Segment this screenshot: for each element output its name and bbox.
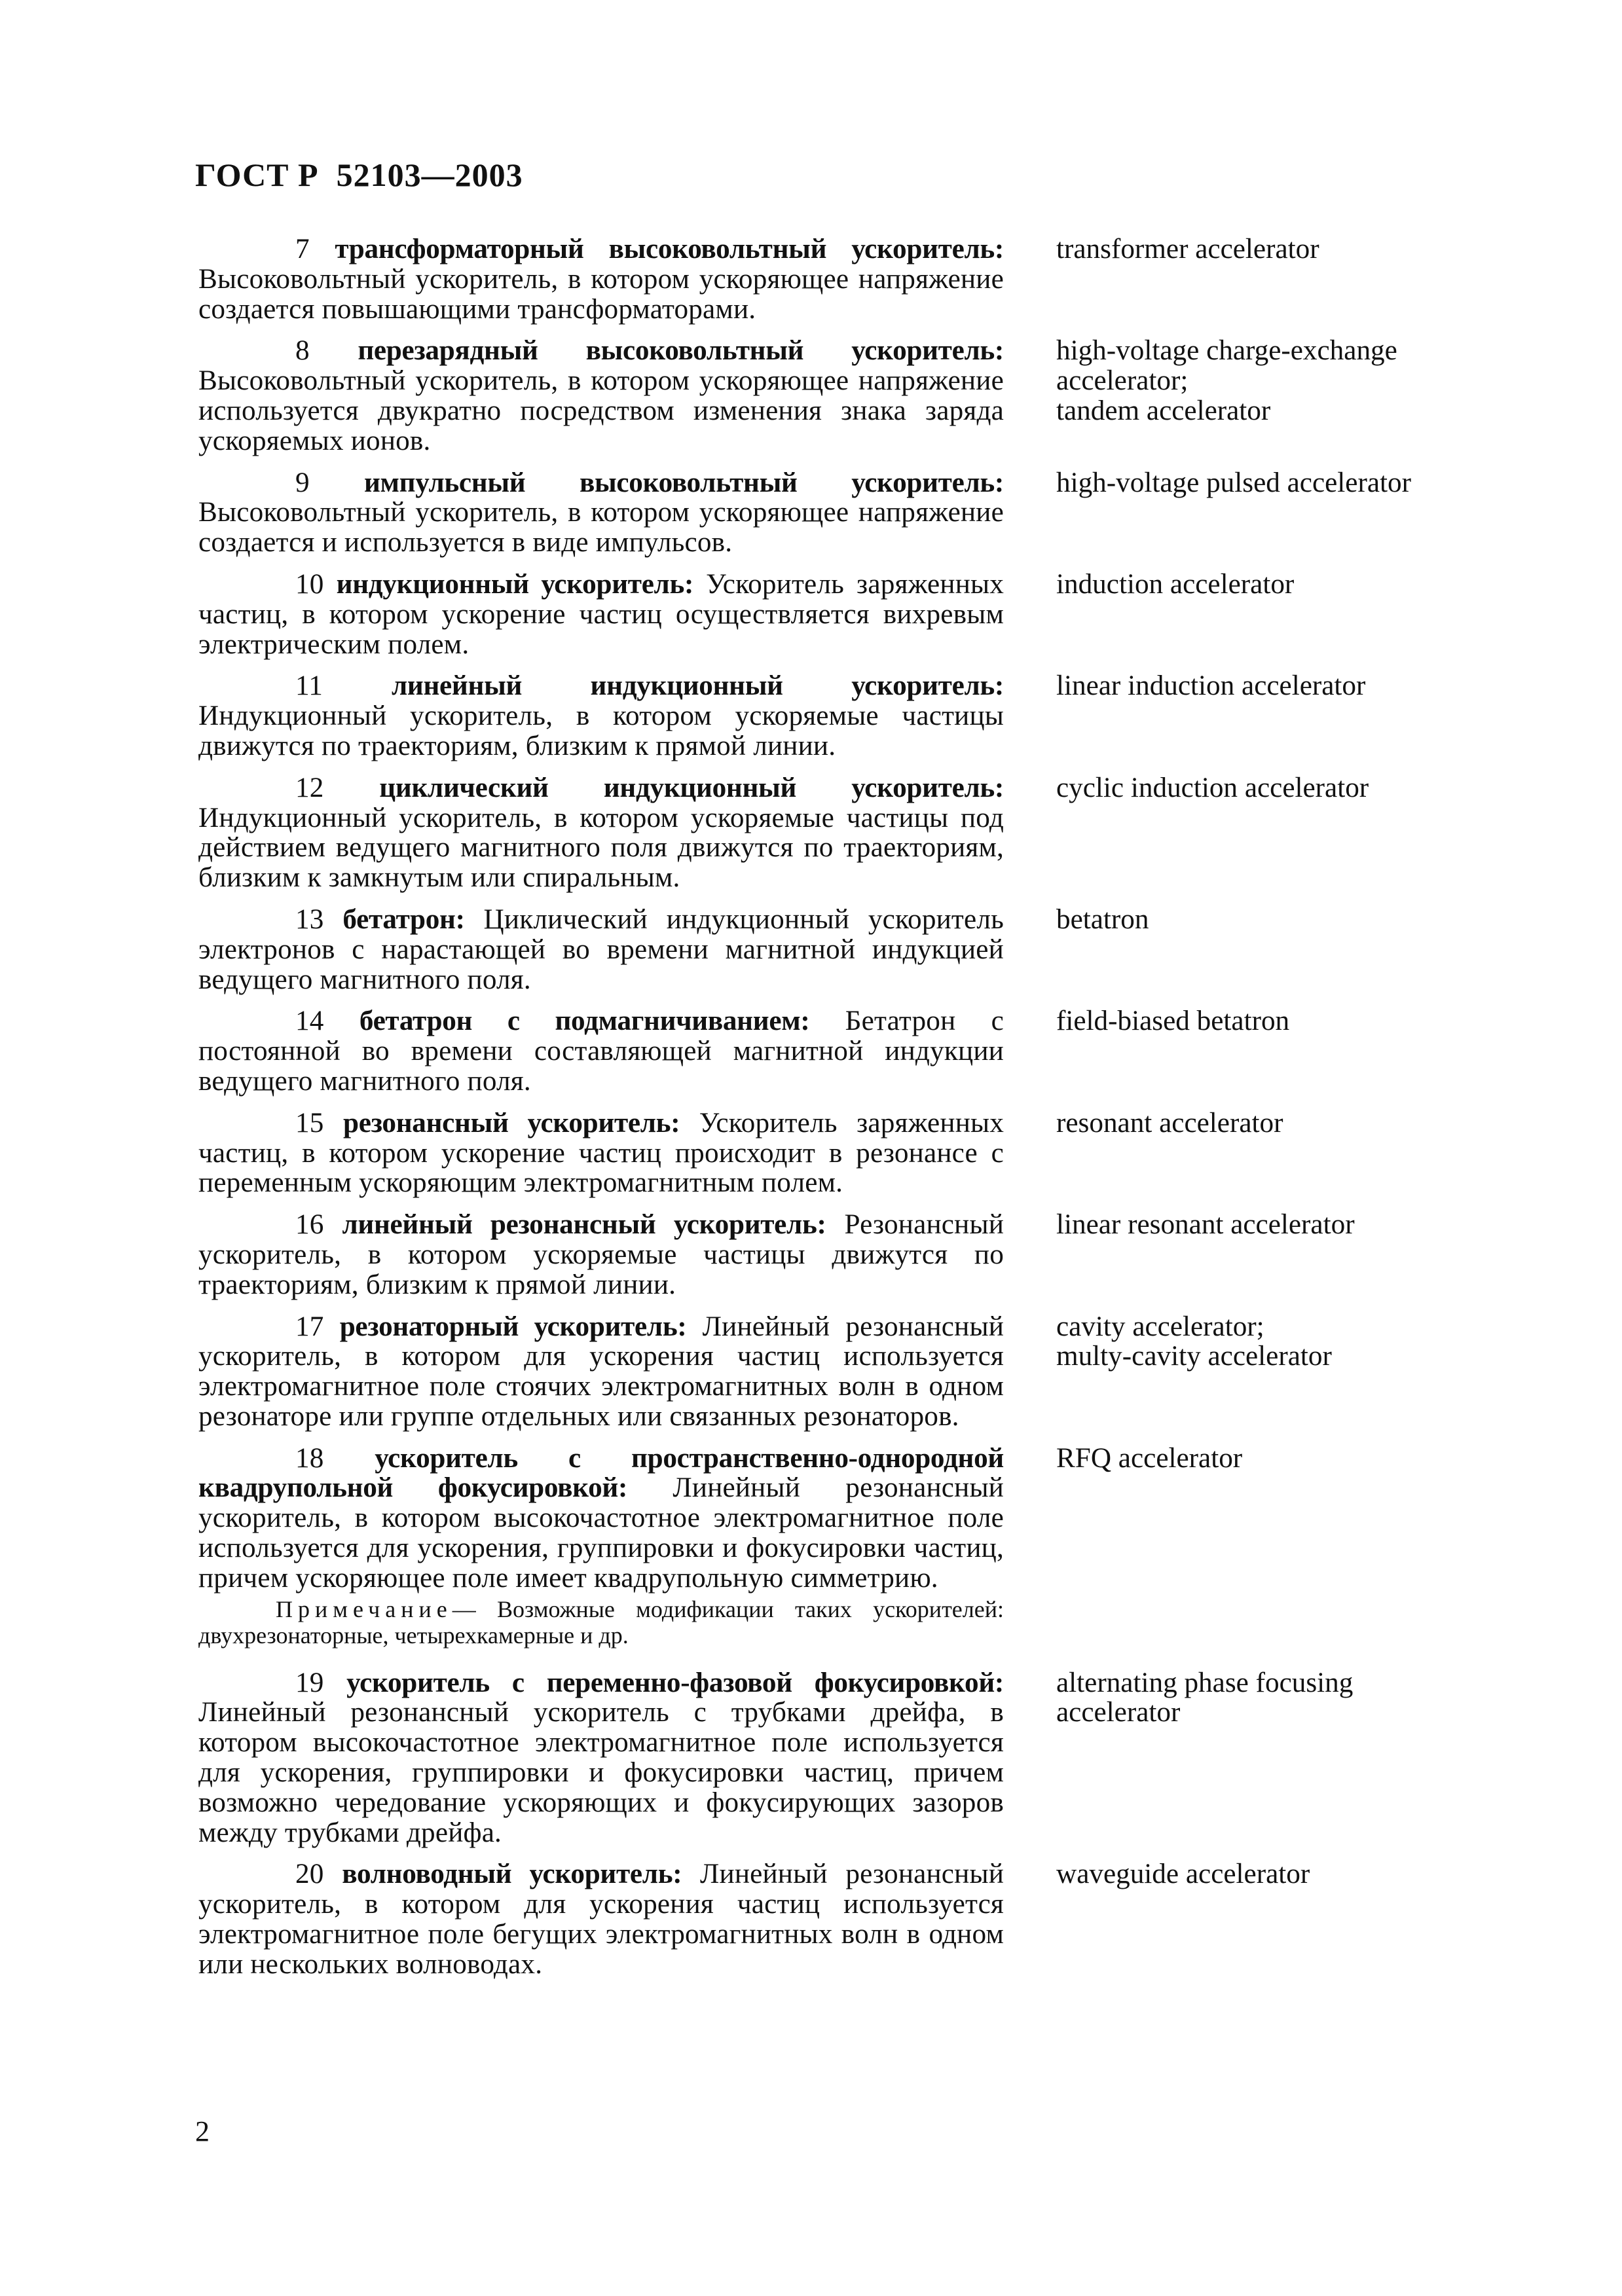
term-number: 16: [295, 1209, 324, 1241]
term-name: линейный резонансный ускоритель:: [342, 1209, 826, 1241]
term-number: 8: [295, 335, 310, 367]
page-number: 2: [195, 2115, 210, 2147]
term-entry-13: [198, 905, 1508, 994]
term-number: 18: [295, 1442, 324, 1474]
term-entry-19: [198, 1668, 1508, 1848]
definition-text: Бетатрон с постоянной во времени составляющей магнитной индукции ведущего магнитного поля.: [198, 1006, 1005, 1097]
term-name: индукционный ускоритель:: [336, 568, 694, 600]
english-equivalent: [1056, 1108, 1502, 1139]
term-entry-16: [198, 1210, 1508, 1300]
term-name: линейный индукционный ускоритель:: [391, 670, 1004, 702]
term-number: 15: [295, 1107, 324, 1139]
english-term: tandem accelerator: [1056, 395, 1271, 426]
term-name: импульсный высоковольтный ускоритель:: [363, 467, 1005, 498]
term-name: ускоритель с переменно-фазовой фокусировкой:: [346, 1667, 1005, 1698]
term-number: 9: [295, 467, 310, 498]
english-equivalent: [1056, 1668, 1502, 1728]
english-term: accelerator;: [1056, 365, 1189, 397]
term-definition: [198, 1444, 1004, 1594]
term-number: 20: [295, 1859, 324, 1890]
english-term: transformer accelerator: [1056, 234, 1319, 264]
term-name: бетатрон с подмагничиванием:: [359, 1006, 810, 1037]
term-entry-10: [198, 570, 1508, 659]
definition-text: Линейный резонансный ускоритель, в котором для ускорения частиц используется электромагнитное поле бегущих электромагнитных волн в одном или нескольких волноводах.: [198, 1859, 1005, 1980]
term-definition: [198, 570, 1004, 659]
term-number: 13: [295, 903, 324, 935]
definition-text: Линейный резонансный ускоритель с трубками дрейфа, в котором высокочастотное электромагнитное поле используется для ускорения, группировки и фокусировки частиц, причем возможно чередование ускоряющих и фокусирующих зазоров между трубками дрейфа.: [198, 1697, 1004, 1848]
english-term: waveguide accelerator: [1056, 1859, 1310, 1890]
english-equivalent: [1056, 468, 1502, 498]
term-definition: [198, 234, 1004, 324]
term-entry-17: [198, 1312, 1508, 1432]
english-term: field-biased betatron: [1056, 1006, 1290, 1037]
term-name: трансформаторный высоковольтный ускоритель:: [335, 234, 1004, 264]
term-definition: [198, 336, 1004, 456]
term-definition: [198, 1108, 1004, 1198]
term-definition: [198, 905, 1004, 994]
english-equivalent: [1056, 905, 1502, 935]
english-term: resonant accelerator: [1056, 1107, 1283, 1139]
term-number: 19: [295, 1667, 324, 1698]
definition-text: Индукционный ускоритель, в котором ускоряемые частицы под действием ведущего магнитного поля движутся по траекториям, близким к замкнутым или спиральным.: [198, 802, 1004, 894]
definition-text: Высоковольтный ускоритель, в котором ускоряющее напряжение создается повышающими трансформаторами.: [198, 263, 1004, 325]
definition-text: Ускоритель заряженных частиц, в котором ускорение частиц происходит в резонансе с переменным ускоряющим электромагнитным полем.: [198, 1107, 1005, 1199]
term-definition: [198, 671, 1004, 761]
definition-text: Индукционный ускоритель, в котором ускоряемые частицы движутся по траекториям, близким к прямой линии.: [198, 701, 1004, 761]
english-term: high-voltage charge-exchange: [1056, 335, 1397, 367]
english-equivalent: [1056, 671, 1502, 701]
terms-list: [198, 234, 1508, 1992]
english-term: multy-cavity accelerator: [1056, 1341, 1332, 1372]
english-equivalent: [1056, 1312, 1502, 1372]
english-term: high-voltage pulsed accelerator: [1056, 467, 1411, 498]
term-name: ускоритель с пространственно-однородной квадрупольной фокусировкой:: [198, 1442, 1004, 1504]
english-term: betatron: [1056, 903, 1149, 935]
definition-text: Ускоритель заряженных частиц, в котором ускорение частиц осуществляется вихревым электрическим полем.: [198, 568, 1005, 660]
note-text: — Возможные модификации таких ускорителей: двухрезонаторные, четырехкамерные и др.: [198, 1595, 1004, 1649]
term-number: 14: [295, 1006, 324, 1037]
term-definition: [198, 1210, 1004, 1300]
english-equivalent: [1056, 1210, 1502, 1240]
term-number: 11: [295, 670, 323, 702]
term-entry-18: [198, 1444, 1508, 1594]
term-entry-12: [198, 773, 1508, 893]
term-number: 10: [295, 568, 324, 600]
english-term: linear resonant accelerator: [1056, 1209, 1355, 1241]
term-entry-8: [198, 336, 1508, 456]
term-definition: [198, 1312, 1004, 1432]
definition-text: Высоковольтный ускоритель, в котором ускоряющее напряжение используется двукратно посредством изменения знака заряда ускоряемых ионов.: [198, 365, 1004, 456]
term-name: бетатрон:: [342, 903, 465, 935]
term-entry-7: [198, 234, 1508, 324]
english-term: induction accelerator: [1056, 568, 1295, 600]
english-equivalent: [1056, 1006, 1502, 1036]
english-equivalent: [1056, 336, 1502, 426]
english-equivalent: [1056, 1859, 1502, 1889]
note-label: Примечание: [276, 1595, 452, 1622]
term-definition: [198, 1859, 1004, 1979]
english-term: linear induction accelerator: [1056, 670, 1366, 702]
term-definition: [198, 468, 1004, 558]
term-number: 12: [295, 772, 324, 803]
term-entry-11: [198, 671, 1508, 761]
term-definition: [198, 773, 1004, 893]
term-name: циклический индукционный ускоритель:: [379, 772, 1005, 803]
english-equivalent: [1056, 570, 1502, 600]
document-header: ГОСТ Р 52103—2003: [195, 156, 523, 193]
english-equivalent: [1056, 773, 1502, 803]
english-term: cyclic induction accelerator: [1056, 772, 1369, 803]
term-name: перезарядный высоковольтный ускоритель:: [358, 335, 1005, 367]
term-definition: [198, 1668, 1004, 1848]
definition-text: Резонансный ускоритель, в котором ускоряемые частицы движутся по траекториям, близким к прямой линии.: [198, 1209, 1005, 1300]
definition-text: Линейный резонансный ускоритель, в котором для ускорения частиц используется электромагнитное поле стоячих электромагнитных волн в одном резонаторе или группе отдельных или связанных резонаторов.: [198, 1311, 1005, 1432]
term-number: 17: [295, 1311, 324, 1342]
definition-text: Циклический индукционный ускоритель электронов с нарастающей во времени магнитной индукцией ведущего магнитного поля.: [198, 903, 1005, 995]
term-entry-20: [198, 1859, 1508, 1979]
term-definition: [198, 1006, 1004, 1096]
english-equivalent: [1056, 234, 1502, 264]
definition-text: Линейный резонансный ускоритель, в котором высокочастотное электромагнитное поле используется для ускорения, группировки и фокусировки частиц, причем ускоряющее поле имеет квадрупольную симметрию.: [198, 1472, 1004, 1594]
term-entry-9: [198, 468, 1508, 558]
english-equivalent: [1056, 1444, 1502, 1474]
english-term: cavity accelerator;: [1056, 1311, 1264, 1342]
english-term: accelerator: [1056, 1697, 1181, 1728]
term-entry-14: [198, 1006, 1508, 1096]
term-name: резонансный ускоритель:: [343, 1107, 680, 1139]
term-entry-15: [198, 1108, 1508, 1198]
term-number: 7: [295, 234, 310, 264]
english-term: RFQ accelerator: [1056, 1442, 1243, 1474]
term-name: волноводный ускоритель:: [342, 1859, 682, 1890]
note-block: [198, 1596, 1004, 1649]
term-name: резонаторный ускоритель:: [339, 1311, 687, 1342]
definition-text: Высоковольтный ускоритель, в котором ускоряющее напряжение создается и используется в виде импульсов.: [198, 497, 1004, 558]
english-term: alternating phase focusing: [1056, 1667, 1354, 1698]
